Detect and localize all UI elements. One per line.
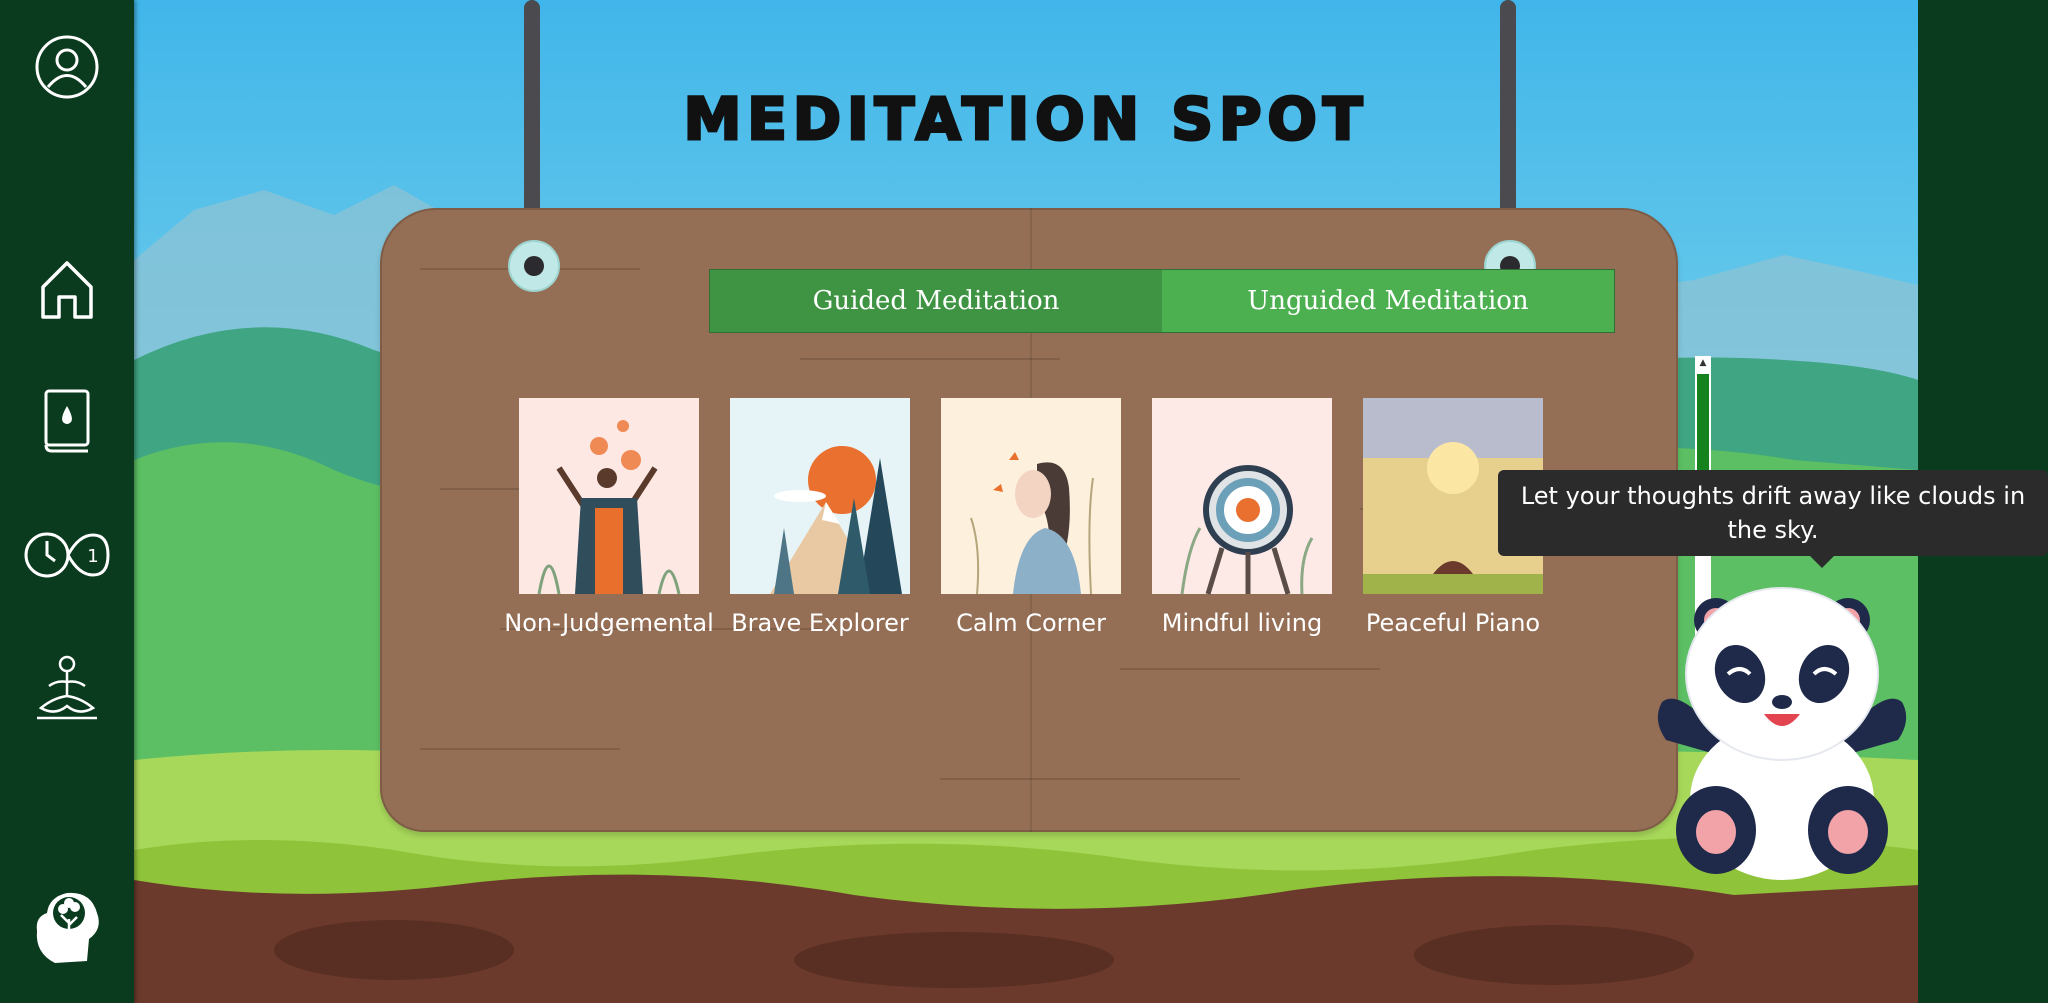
card-label: Calm Corner <box>956 609 1106 637</box>
panda-mascot[interactable] <box>1646 570 1918 880</box>
meditation-tabs <box>709 269 1615 333</box>
card-label: Mindful living <box>1161 609 1323 637</box>
panda-speech-tooltip: Let your thoughts drift away like clouds in the sky. <box>1498 470 2048 556</box>
card-brave-explorer[interactable] <box>730 398 910 637</box>
card-image <box>1152 398 1332 594</box>
home-button[interactable] <box>22 245 112 335</box>
meditation-pose-icon <box>35 654 99 724</box>
card-label: Brave Explorer <box>731 609 909 637</box>
journal-button[interactable] <box>22 376 112 466</box>
home-icon <box>39 259 95 321</box>
sidebar <box>0 0 134 1003</box>
tree-head-logo <box>29 883 105 967</box>
card-image <box>519 398 699 594</box>
scroll-thumb[interactable] <box>1697 374 1709 470</box>
tab-guided-meditation[interactable]: Guided Meditation <box>710 270 1162 332</box>
page-title: MEDITATION SPOT <box>683 84 1369 153</box>
profile-button[interactable] <box>22 22 112 112</box>
meditation-button[interactable] <box>22 644 112 734</box>
scroll-up-arrow[interactable]: ▲ <box>1699 358 1707 368</box>
book-icon <box>43 388 91 454</box>
card-label: Peaceful Piano <box>1365 609 1541 637</box>
card-calm-corner[interactable] <box>941 398 1121 637</box>
card-mindful-living[interactable] <box>1152 398 1332 637</box>
routine-button[interactable] <box>22 510 112 600</box>
brand-logo[interactable] <box>22 880 112 970</box>
meditation-scene <box>134 0 2026 1003</box>
svg-text:1: 1 <box>87 546 99 567</box>
user-icon <box>34 34 100 100</box>
infinity-clock-icon <box>23 529 111 581</box>
card-image <box>730 398 910 594</box>
left-rope-ring <box>508 240 560 292</box>
tab-unguided-meditation[interactable]: Unguided Meditation <box>1162 270 1614 332</box>
card-label: Non-Judgemental <box>504 609 714 637</box>
card-image <box>941 398 1121 594</box>
card-non-judgemental[interactable] <box>504 398 714 637</box>
